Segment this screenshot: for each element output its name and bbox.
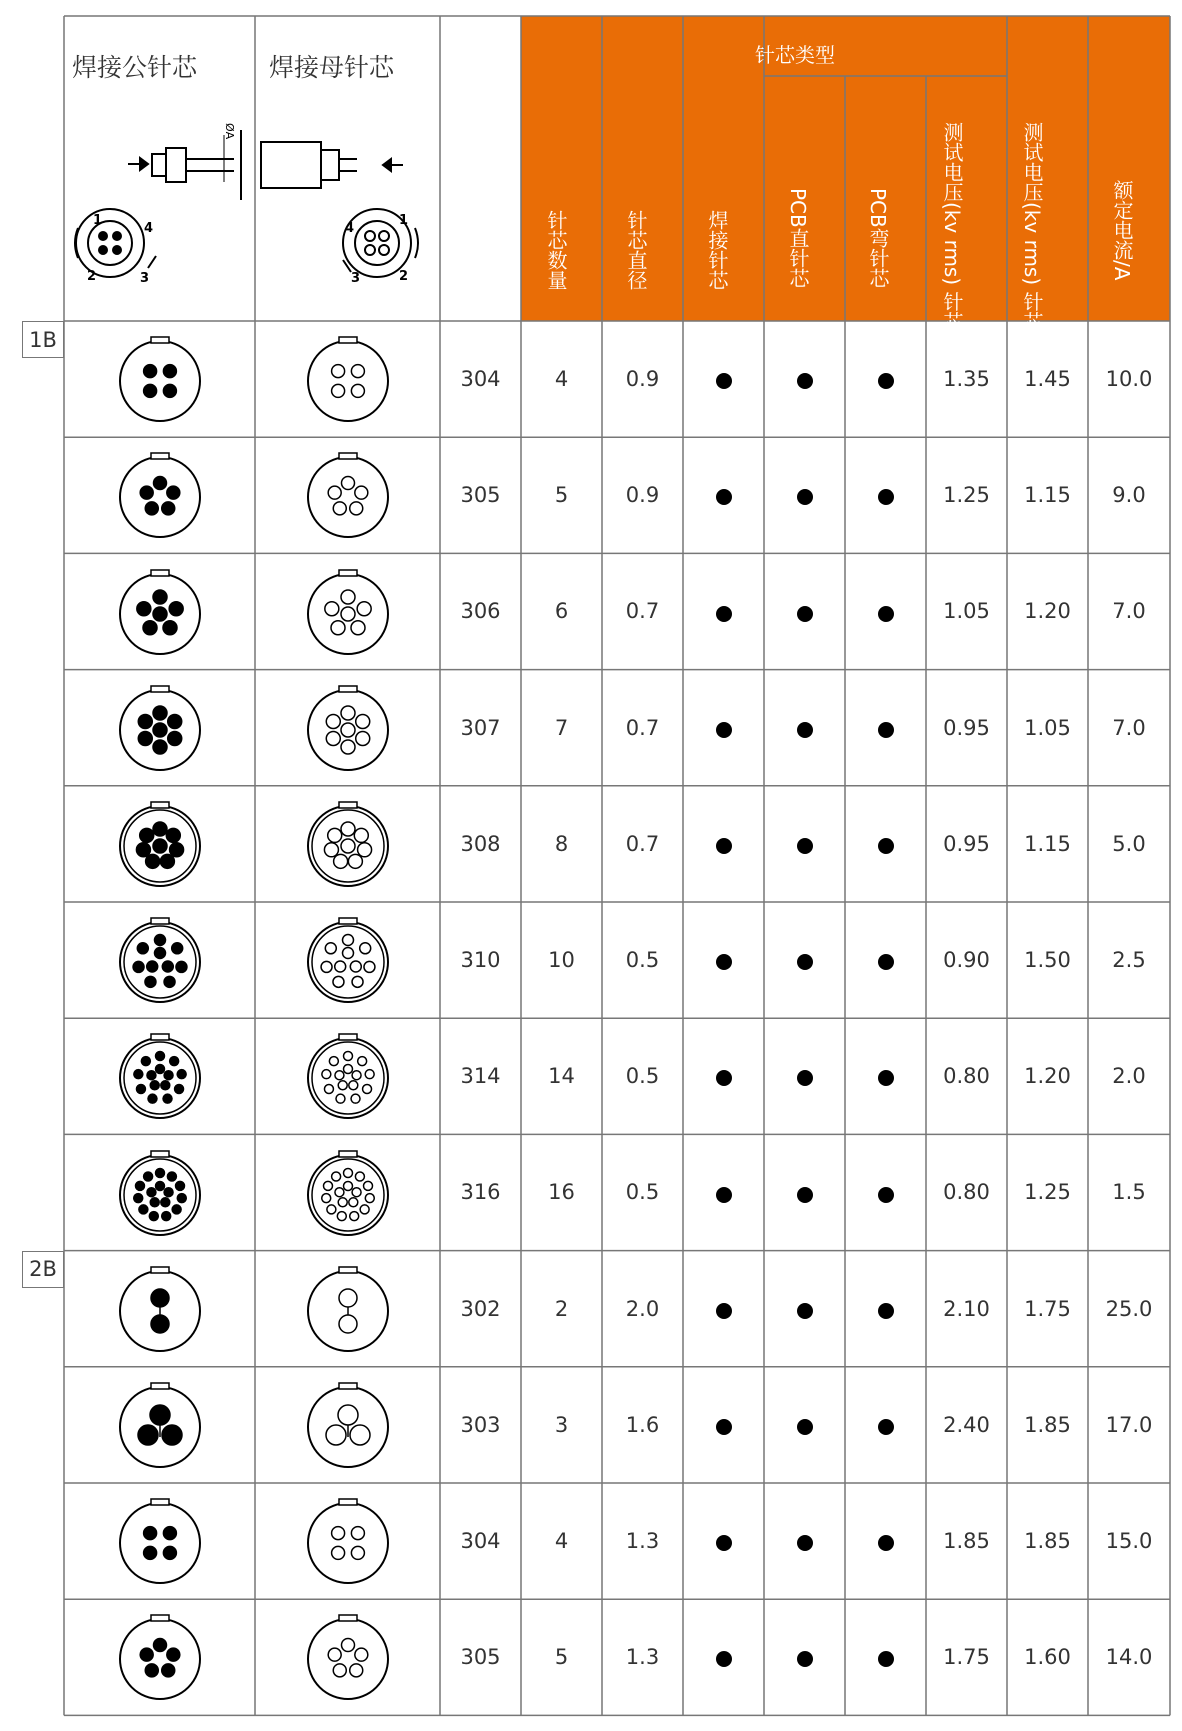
male-contact-diagram-icon — [66, 90, 256, 290]
cell-pin-count: 10 — [548, 948, 575, 973]
female-connector-icon — [300, 680, 396, 776]
cell-rated-current: 10.0 — [1105, 367, 1153, 392]
cell-code: 305 — [460, 1645, 501, 1670]
female-connector-icon — [300, 1145, 396, 1241]
cell-test-voltage-pin-pin: 1.05 — [943, 599, 990, 624]
solder-contact-dot — [716, 954, 732, 970]
header-pcb-straight: PCB直针芯 — [786, 188, 810, 288]
cell-test-voltage-pin-shell: 1.25 — [1024, 1180, 1071, 1205]
cell-test-voltage-pin-shell: 1.45 — [1024, 367, 1071, 392]
female-connector-icon — [300, 796, 396, 892]
cell-pin-diameter: 0.5 — [625, 1064, 660, 1089]
cell-pin-count: 7 — [554, 715, 569, 740]
cell-pin-diameter: 1.3 — [625, 1645, 660, 1670]
cell-test-voltage-pin-shell: 1.50 — [1024, 948, 1071, 973]
svg-text:3: 3 — [140, 271, 150, 286]
male-connector-icon — [112, 1609, 208, 1705]
male-connector-icon — [112, 331, 208, 427]
cell-pin-count: 16 — [548, 1180, 575, 1205]
header-test-voltage-line2: 针芯|外壳 — [1020, 291, 1044, 379]
pcb-straight-dot — [797, 1303, 813, 1319]
svg-text:1: 1 — [399, 213, 409, 228]
cell-test-voltage-pin-pin: 1.25 — [943, 483, 990, 508]
pcb-straight-dot — [797, 606, 813, 622]
female-connector-icon — [300, 1261, 396, 1357]
group-label: 1B — [22, 321, 64, 358]
cell-code: 307 — [460, 715, 501, 740]
cell-test-voltage-pin-pin: 2.10 — [943, 1296, 990, 1321]
male-connector-icon — [112, 447, 208, 543]
cell-test-voltage-pin-pin: 0.95 — [943, 831, 990, 856]
cell-code: 302 — [460, 1296, 501, 1321]
pcb-bent-dot — [878, 1070, 894, 1086]
pcb-straight-dot — [797, 1535, 813, 1551]
diameter-label: ØA — [223, 123, 236, 140]
cell-rated-current: 2.5 — [1112, 948, 1146, 973]
male-connector-icon — [112, 912, 208, 1008]
header-pin-diameter: 针芯直径 — [624, 210, 648, 290]
male-connector-icon — [112, 796, 208, 892]
cell-pin-diameter: 0.7 — [625, 831, 660, 856]
header-test-voltage-line1: 测试电压(kv rms) — [940, 122, 964, 286]
cell-test-voltage-pin-pin: 0.80 — [943, 1064, 990, 1089]
svg-text:3: 3 — [351, 271, 361, 286]
solder-contact-dot — [716, 606, 732, 622]
cell-test-voltage-pin-shell: 1.85 — [1024, 1529, 1071, 1554]
male-connector-icon — [112, 1493, 208, 1589]
header-female-contact: 焊接母针芯 — [269, 53, 395, 82]
cell-pin-count: 6 — [554, 599, 569, 624]
female-connector-icon — [300, 1609, 396, 1705]
female-connector-icon — [300, 331, 396, 427]
female-connector-icon — [300, 912, 396, 1008]
cell-pin-count: 4 — [554, 367, 569, 392]
solder-contact-dot — [716, 373, 732, 389]
female-connector-icon — [300, 447, 396, 543]
pcb-straight-dot — [797, 1070, 813, 1086]
cell-test-voltage-pin-shell: 1.85 — [1024, 1412, 1071, 1437]
header-contact-type: 针芯类型 — [755, 42, 835, 67]
cell-rated-current: 2.0 — [1112, 1064, 1146, 1089]
cell-pin-diameter: 1.3 — [625, 1529, 660, 1554]
header-pin-count: 针芯数量 — [544, 210, 568, 290]
header-code: 编号 — [463, 242, 487, 282]
cell-test-voltage-pin-pin: 2.40 — [943, 1412, 990, 1437]
solder-contact-dot — [716, 1303, 732, 1319]
header-test-voltage-line2: 针芯|针芯 — [940, 291, 964, 379]
cell-rated-current: 17.0 — [1105, 1412, 1153, 1437]
male-connector-icon — [112, 564, 208, 660]
pcb-bent-dot — [878, 1535, 894, 1551]
pcb-straight-dot — [797, 1187, 813, 1203]
cell-pin-count: 5 — [554, 483, 569, 508]
cell-pin-diameter: 0.9 — [625, 367, 660, 392]
pcb-bent-dot — [878, 838, 894, 854]
cell-rated-current: 25.0 — [1105, 1296, 1153, 1321]
cell-code: 303 — [460, 1412, 501, 1437]
solder-contact-dot — [716, 1419, 732, 1435]
pcb-bent-dot — [878, 954, 894, 970]
cell-test-voltage-pin-shell: 1.60 — [1024, 1645, 1071, 1670]
male-connector-icon — [112, 1261, 208, 1357]
female-connector-icon — [300, 1377, 396, 1473]
cell-code: 305 — [460, 483, 501, 508]
pcb-straight-dot — [797, 838, 813, 854]
cell-test-voltage-pin-pin: 0.90 — [943, 948, 990, 973]
cell-pin-diameter: 1.6 — [625, 1412, 660, 1437]
header-test-voltage-line1: 测试电压(kv rms) — [1020, 122, 1044, 286]
pcb-bent-dot — [878, 1419, 894, 1435]
solder-contact-dot — [716, 1070, 732, 1086]
cell-rated-current: 5.0 — [1112, 831, 1146, 856]
cell-rated-current: 15.0 — [1105, 1529, 1153, 1554]
cell-pin-count: 14 — [548, 1064, 575, 1089]
pcb-bent-dot — [878, 373, 894, 389]
cell-test-voltage-pin-pin: 1.35 — [943, 367, 990, 392]
cell-code: 306 — [460, 599, 501, 624]
pcb-bent-dot — [878, 489, 894, 505]
female-connector-icon — [300, 1493, 396, 1589]
cell-test-voltage-pin-shell: 1.15 — [1024, 831, 1071, 856]
svg-text:2: 2 — [87, 269, 97, 284]
cell-test-voltage-pin-shell: 1.20 — [1024, 1064, 1071, 1089]
male-connector-icon — [112, 1028, 208, 1124]
header-pcb-bent: PCB弯针芯 — [866, 188, 890, 288]
cell-pin-diameter: 0.7 — [625, 599, 660, 624]
cell-rated-current: 14.0 — [1105, 1645, 1153, 1670]
pcb-bent-dot — [878, 1651, 894, 1667]
svg-text:4: 4 — [144, 221, 154, 236]
pcb-straight-dot — [797, 954, 813, 970]
cell-test-voltage-pin-pin: 1.85 — [943, 1529, 990, 1554]
pcb-bent-dot — [878, 606, 894, 622]
cell-pin-diameter: 0.5 — [625, 1180, 660, 1205]
solder-contact-dot — [716, 1535, 732, 1551]
solder-contact-dot — [716, 838, 732, 854]
cell-pin-count: 4 — [554, 1529, 569, 1554]
cell-code: 316 — [460, 1180, 501, 1205]
cell-rated-current: 9.0 — [1112, 483, 1146, 508]
cell-test-voltage-pin-shell: 1.05 — [1024, 715, 1071, 740]
cell-rated-current: 7.0 — [1112, 715, 1146, 740]
cell-pin-diameter: 0.9 — [625, 483, 660, 508]
svg-text:2: 2 — [399, 269, 409, 284]
cell-code: 304 — [460, 367, 501, 392]
cell-pin-count: 5 — [554, 1645, 569, 1670]
pcb-bent-dot — [878, 1187, 894, 1203]
header-male-contact: 焊接公针芯 — [72, 53, 198, 82]
cell-rated-current: 7.0 — [1112, 599, 1146, 624]
cell-code: 308 — [460, 831, 501, 856]
cell-test-voltage-pin-pin: 0.95 — [943, 715, 990, 740]
solder-contact-dot — [716, 1651, 732, 1667]
header-solder-contact: 焊接针芯 — [705, 210, 729, 290]
pcb-bent-dot — [878, 1303, 894, 1319]
male-connector-icon — [112, 680, 208, 776]
svg-text:4: 4 — [345, 221, 355, 236]
female-connector-icon — [300, 564, 396, 660]
cell-code: 314 — [460, 1064, 501, 1089]
cell-code: 310 — [460, 948, 501, 973]
svg-text:1: 1 — [93, 213, 103, 228]
cell-pin-count: 2 — [554, 1296, 569, 1321]
cell-test-voltage-pin-shell: 1.20 — [1024, 599, 1071, 624]
group-label: 2B — [22, 1251, 64, 1288]
pcb-straight-dot — [797, 1651, 813, 1667]
cell-pin-count: 3 — [554, 1412, 569, 1437]
solder-contact-dot — [716, 489, 732, 505]
pcb-straight-dot — [797, 373, 813, 389]
cell-test-voltage-pin-shell: 1.15 — [1024, 483, 1071, 508]
pcb-straight-dot — [797, 722, 813, 738]
pcb-straight-dot — [797, 489, 813, 505]
pcb-bent-dot — [878, 722, 894, 738]
cell-test-voltage-pin-pin: 1.75 — [943, 1645, 990, 1670]
cell-rated-current: 1.5 — [1112, 1180, 1146, 1205]
cell-test-voltage-pin-shell: 1.75 — [1024, 1296, 1071, 1321]
solder-contact-dot — [716, 722, 732, 738]
cell-pin-diameter: 0.5 — [625, 948, 660, 973]
cell-code: 304 — [460, 1529, 501, 1554]
male-connector-icon — [112, 1145, 208, 1241]
male-connector-icon — [112, 1377, 208, 1473]
cell-test-voltage-pin-pin: 0.80 — [943, 1180, 990, 1205]
header-rated-current: 额定电流/A — [1110, 180, 1134, 281]
female-connector-icon — [300, 1028, 396, 1124]
female-contact-diagram-icon — [253, 90, 443, 290]
solder-contact-dot — [716, 1187, 732, 1203]
cell-pin-count: 8 — [554, 831, 569, 856]
cell-pin-diameter: 0.7 — [625, 715, 660, 740]
cell-pin-diameter: 2.0 — [625, 1296, 660, 1321]
pcb-straight-dot — [797, 1419, 813, 1435]
